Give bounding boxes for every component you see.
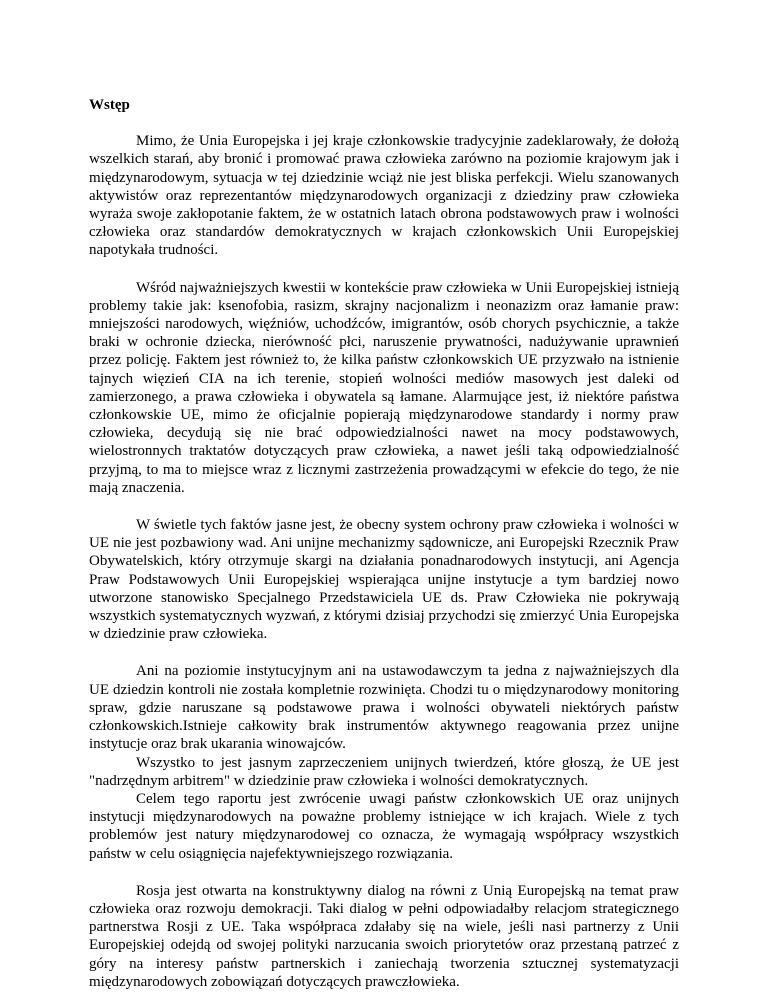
paragraph-key-issues: Wśród najważniejszych kwestii w kontekście praw człowieka w Unii Europejskiej istnieją problemy takie jak: ksenofobia, rasizm, skrajny nacjonalizm i neonazizm oraz łamanie praw: mniejszości narodowych, więźniów, uchodźców, imigrantów, osób chorych psychicznie, a także braki w ochronie dziecka, nierówność płci, naruszenie prywatności, nadużywanie uprawnień przez policję. Faktem jest również to, że kilka państw członkowskich UE przyzwało na istnienie tajnych więzień CIA na ich terenie, stopień wolności mediów masowych jest daleki od zamierzonego, a prawa człowieka i obywatela są łamane. Alarmujące jest, iż niektóre państwa członkowskie UE, mimo że oficjalnie popierają międzynarodowe standardy i normy praw człowieka, decydują się nie brać odpowiedzialności nawet na mocy podstawowych, wielostronnych traktatów dotyczących praw człowieka, a nawet jeśli taką odpowiedzialność przyjmą, to ma to miejsce wraz z licznymi zastrzeżenia prowadzącymi w efekcie do tego, że nie mają znaczenia. — [89, 279, 679, 496]
paragraph-report-goal: Celem tego raportu jest zwrócenie uwagi państw członkowskich UE oraz unijnych instytucji międzynarodowych na poważne problemy istniejące w ich krajach. Wiele z tych problemów jest natury międzynarodowej co oznacza, że wymagają współpracy wszystkich państw w celu osiągnięcia najefektywniejszego rozwiązania. — [89, 790, 679, 862]
paragraph-intro: Mimo, że Unia Europejska i jej kraje członkowskie tradycyjnie zadeklarowały, że dołożą wszelkich starań, aby bronić i promować prawa człowieka zarówno na poziomie krajowym jak i międzynarodowym, sytuacja w tej dziedzinie wciąż nie jest bliska perfekcji. Wielu szanowanych aktywistów oraz reprezentantów międzynarodowych organizacji z dziedziny praw człowieka wyraża swoje zakłopotanie faktem, że w ostatnich latach obrona podstawowych praw i wolności człowieka oraz standardów demokratycznych w krajach członkowskich Unii Europejskiej napotykała trudności. — [89, 133, 679, 259]
paragraph-institutional-level: Ani na poziomie instytucyjnym ani na ustawodawczym ta jedna z najważniejszych dla UE dziedzin kontroli nie została kompletnie rozwinięta. Chodzi tu o międzynarodowy monitoring spraw, gdzie naruszane są podstawowe prawa i wolności obywateli niektórych państw członkowskich.Istnieje całkowity brak instrumentów aktywnego reagowania przez unijne instytucje oraz brak ukarania winowajców. — [89, 663, 679, 753]
paragraph-russia-dialog: Rosja jest otwarta na konstruktywny dialog na równi z Unią Europejską na temat praw człowieka oraz rozwoju demokracji. Taki dialog w pełni odpowiadałby relacjom strategicznego partnerstwa Rosji z UE. Taka współpraca zdałaby się na wiele, jeśli nasi partnerzy z Unii Europejskiej odejdą od swojej polityki narzucania swoich priorytetów oraz przestaną patrzeć z góry na interesy państw partnerskich i zaniechają tworzenia sztucznej systematyzacji międzynarodowych zobowiązań dotyczących prawczłowieka. — [89, 882, 679, 990]
document-body — [89, 96, 679, 991]
paragraph-contradiction: Wszystko to jest jasnym zaprzeczeniem unijnych twierdzeń, które głoszą, że UE jest "nadrzędnym arbitrem" w dziedzinie praw człowieka i wolności demokratycznych. — [89, 754, 679, 789]
section-heading: Wstęp — [89, 97, 130, 113]
paragraph-system-flaws: W świetle tych faktów jasne jest, że obecny system ochrony praw człowieka i wolności w UE nie jest pozbawiony wad. Ani unijne mechanizmy sądownicze, ani Europejski Rzecznik Praw Obywatelskich, który otrzymuje skargi na działania ponadnarodowych instytucji, ani Agencja Praw Podstawowych Unii Europejskiej wspierająca unijne instytucje a tym bardziej nowo utworzone stanowisko Specjalnego Przedstawiciela UE ds. Praw Człowieka nie pokrywają wszystkich systematycznych wyzwań, z którymi dzisiaj przychodzi się zmierzyć Unia Europejska w dziedzinie praw człowieka. — [89, 517, 679, 643]
